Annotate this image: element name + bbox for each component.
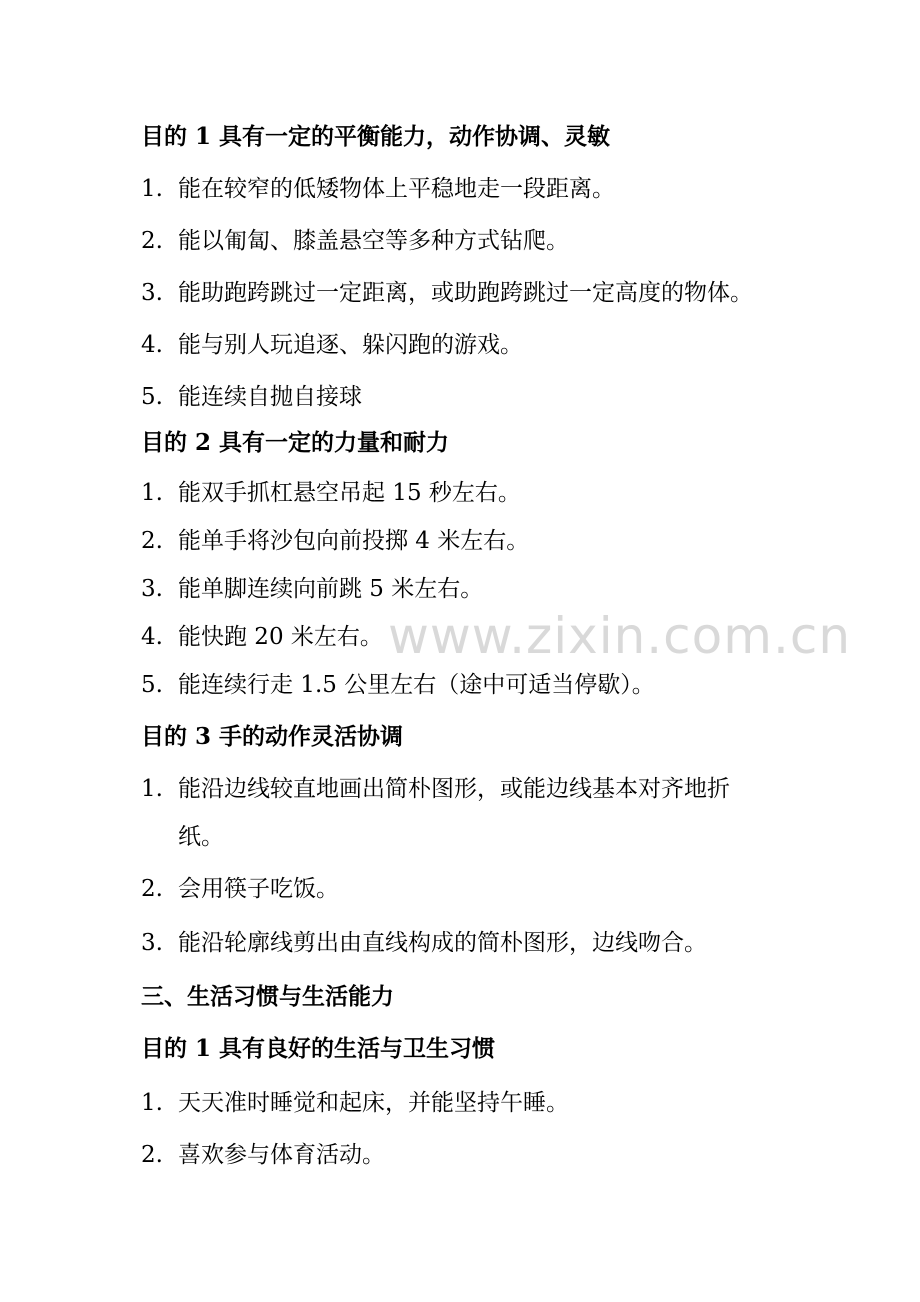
chapter-heading: 三、生活习惯与生活能力 [141,983,394,1010]
list-item: 2. 喜欢参与体育活动。 [141,1142,385,1168]
section-heading: 目的 1 具有一定的平衡能力，动作协调、灵敏 [141,123,611,150]
list-item: 1. 能双手抓杠悬空吊起 15 秒左右。 [141,480,521,506]
list-item: 1. 天天准时睡觉和起床，并能坚持午睡。 [141,1090,569,1116]
section-heading: 目的 3 手的动作灵活协调 [141,723,404,750]
list-item: 3. 能沿轮廓线剪出由直线构成的简朴图形，边线吻合。 [141,930,707,956]
watermark: www.zixin.com.cn [388,607,852,665]
section-heading: 目的 1 具有良好的生活与卫生习惯 [141,1035,496,1062]
list-item: 5. 能连续自抛自接球 [141,384,362,410]
list-item: 2. 会用筷子吃饭。 [141,876,339,902]
list-item: 3. 能单脚连续向前跳 5 米左右。 [141,576,484,602]
list-item: 3. 能助跑跨跳过一定距离，或助跑跨跳过一定高度的物体。 [141,280,753,306]
section-heading: 目的 2 具有一定的力量和耐力 [141,429,450,456]
list-item: 1. 能在较窄的低矮物体上平稳地走一段距离。 [141,176,615,202]
list-item: 5. 能连续行走 1.5 公里左右（途中可适当停歇）。 [141,672,655,698]
list-item: 4. 能快跑 20 米左右。 [141,624,383,650]
list-item: 2. 能以匍匐、膝盖悬空等多种方式钻爬。 [141,228,569,254]
list-item: 2. 能单手将沙包向前投掷 4 米左右。 [141,528,530,554]
list-item: 1. 能沿边线较直地画出简朴图形，或能边线基本对齐地折 [141,776,730,802]
list-item-continuation: 纸。 [178,824,224,850]
list-item: 4. 能与别人玩追逐、躲闪跑的游戏。 [141,332,523,358]
